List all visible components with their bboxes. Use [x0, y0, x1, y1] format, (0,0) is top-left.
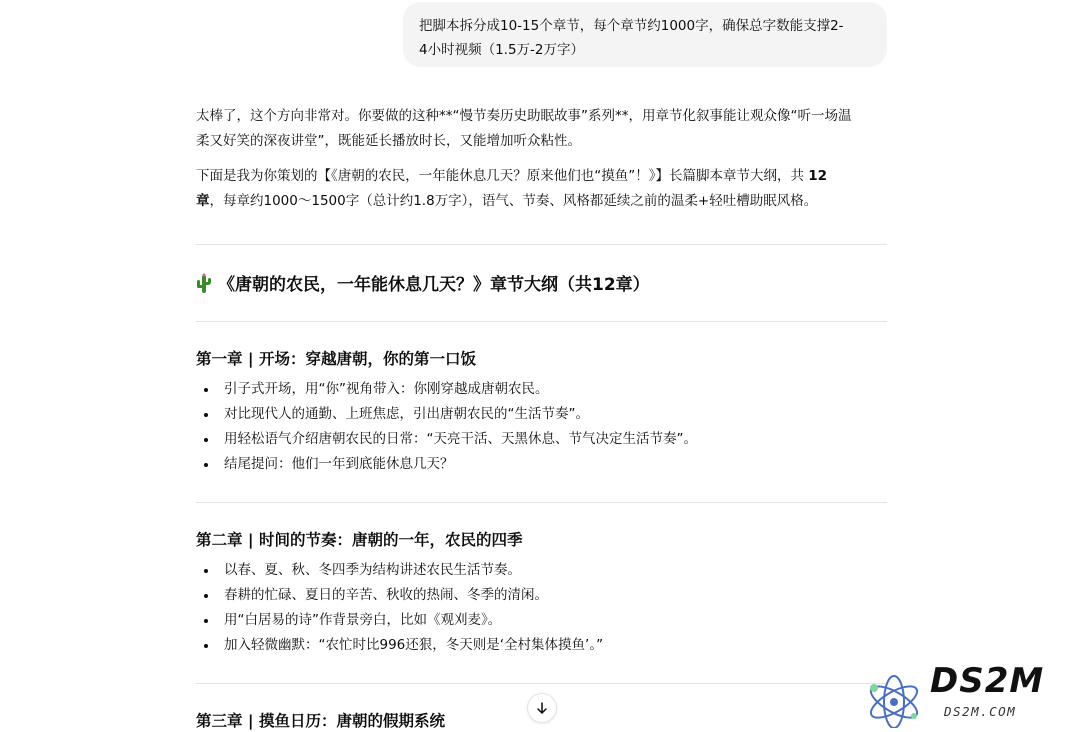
- reply-bold-count: 12: [808, 168, 828, 184]
- watermark-url: DS2M.COM: [944, 704, 1017, 719]
- chapter-bullet-list: [196, 558, 886, 658]
- list-item: 引子式开场，用“你”视角带入：你刚穿越成唐朝农民。: [196, 377, 886, 402]
- reply-text: ，每章约1000～1500字（总计约1.8万字），语气、节奏、风格都延续之前的温柔+轻吐槽助眠风格。: [209, 193, 818, 209]
- reply-text: 柔又好笑的深夜讲堂”，既能延长播放时长，又能增加听众粘性。: [196, 133, 581, 149]
- outline-title-text: 《唐朝的农民，一年能休息几天？》章节大纲（共12章）: [218, 275, 650, 295]
- watermark-logo-text: DS2M: [930, 661, 1045, 701]
- assistant-reply: [196, 104, 888, 214]
- separator: [196, 244, 887, 245]
- outline-heading: [196, 270, 650, 295]
- reply-bold-unit: 章: [196, 193, 210, 209]
- user-message-line: 把脚本拆分成10-15个章节，每个章节约1000字，确保总字数能支撑2-: [419, 18, 844, 34]
- separator: [196, 683, 887, 684]
- user-message-line: 4小时视频（1.5万-2万字）: [419, 42, 585, 58]
- reply-paragraph-plan: [196, 164, 888, 214]
- separator: [196, 502, 887, 503]
- reply-paragraph-intro: [196, 104, 888, 154]
- list-item: 加入轻微幽默：“农忙时比996还狠，冬天则是‘全村集体摸鱼’。”: [196, 633, 886, 658]
- list-item: 春耕的忙碌、夏日的辛苦、秋收的热闹、冬季的清闲。: [196, 583, 886, 608]
- user-message-bubble: [403, 2, 887, 67]
- chapter-bullet-list: [196, 377, 886, 477]
- chapter-title: 第一章 | 开场：穿越唐朝，你的第一口饭: [196, 350, 476, 368]
- list-item: 对比现代人的通勤、上班焦虑，引出唐朝农民的“生活节奏”。: [196, 402, 886, 427]
- scroll-to-bottom-button[interactable]: [527, 693, 557, 723]
- list-item: 以春、夏、秋、冬四季为结构讲述农民生活节奏。: [196, 558, 886, 583]
- plant-icon: [196, 272, 212, 294]
- chapter-title: 第二章 | 时间的节奏：唐朝的一年，农民的四季: [196, 531, 523, 549]
- list-item: 用轻松语气介绍唐朝农民的日常：“天亮干活、天黑休息、节气决定生活节奏”。: [196, 427, 886, 452]
- reply-text: 下面是我为你策划的【《唐朝的农民，一年能休息几天？原来他们也“摸鱼”！》】长篇脚本章节大纲，共: [196, 168, 809, 184]
- chapter-title: 第三章 | 摸鱼日历：唐朝的假期系统: [196, 712, 445, 730]
- list-item: 用“白居易的诗”作背景旁白，比如《观刈麦》。: [196, 608, 886, 633]
- arrow-down-icon: [535, 701, 549, 715]
- atom-icon: [864, 672, 924, 728]
- reply-text: 太棒了，这个方向非常对。你要做的这种**“慢节奏历史助眠故事”系列**，用章节化叙事能让观众像“听一场温: [196, 108, 852, 124]
- separator: [196, 321, 887, 322]
- list-item: 结尾提问：他们一年到底能休息几天？: [196, 452, 886, 477]
- watermark: [858, 662, 1078, 728]
